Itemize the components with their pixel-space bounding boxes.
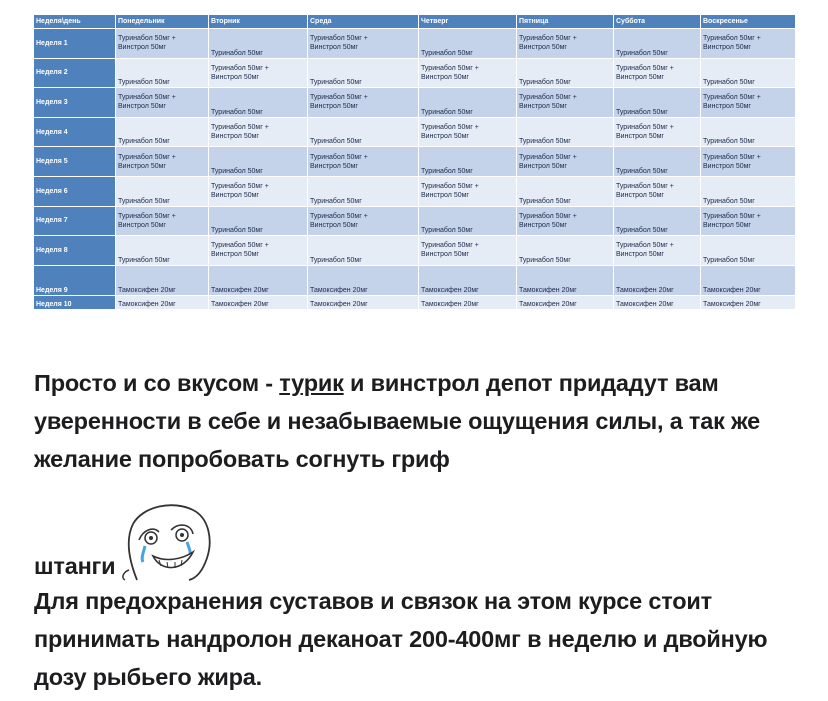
schedule-cell-line: Винстрол 50мг xyxy=(519,44,567,52)
schedule-row xyxy=(34,58,796,88)
schedule-cell xyxy=(209,206,308,236)
schedule-body xyxy=(34,29,796,310)
schedule-cell-line: Тамоксифен 20мг xyxy=(616,300,674,308)
schedule-cell-line: Винстрол 50мг xyxy=(616,133,664,141)
schedule-cell xyxy=(517,265,614,295)
schedule-row xyxy=(34,206,796,236)
schedule-cell-line: Туринабол 50мг xyxy=(519,79,571,87)
schedule-cell-line: Туринабол 50мг + xyxy=(703,35,761,43)
schedule-cell xyxy=(419,88,517,118)
schedule-cell-line: Туринабол 50мг + xyxy=(616,183,674,191)
schedule-cell xyxy=(614,295,701,309)
schedule-cell-line: Туринабол 50мг xyxy=(421,167,473,175)
schedule-cell-line: Тамоксифен 20мг xyxy=(118,286,176,294)
schedule-cell-line: Тамоксифен 20мг xyxy=(211,300,269,308)
paragraph-joint-protection: Для предохранения суставов и связок на этом курсе стоит принимать нандролон деканоат 200-400мг в неделю и двойную дозу рыбьего жира. xyxy=(34,588,768,690)
schedule-cell-line: Тамоксифен 20мг xyxy=(703,300,761,308)
schedule-header-cell: Вторник xyxy=(209,15,308,29)
schedule-cell-line: Винстрол 50мг xyxy=(421,192,469,200)
schedule-cell xyxy=(614,117,701,147)
schedule-cell-line: Туринабол 50мг xyxy=(703,79,755,87)
schedule-cell xyxy=(308,236,419,266)
schedule-cell xyxy=(209,176,308,206)
schedule-cell-line: Туринабол 50мг xyxy=(616,49,668,57)
schedule-cell xyxy=(614,265,701,295)
schedule-week-label: Неделя 3 xyxy=(34,88,116,118)
schedule-cell-line: Туринабол 50мг xyxy=(310,256,362,264)
schedule-cell-line: Туринабол 50мг xyxy=(118,79,170,87)
schedule-cell-line: Туринабол 50мг + xyxy=(118,212,176,220)
schedule-cell-line: Туринабол 50мг + xyxy=(519,212,577,220)
schedule-cell-line: Туринабол 50мг xyxy=(703,197,755,205)
schedule-cell xyxy=(209,236,308,266)
schedule-cell xyxy=(517,58,614,88)
schedule-week-label: Неделя 7 xyxy=(34,206,116,236)
schedule-cell-line: Винстрол 50мг xyxy=(703,103,751,111)
schedule-cell xyxy=(116,265,209,295)
schedule-cell xyxy=(209,88,308,118)
schedule-cell xyxy=(116,206,209,236)
schedule-cell-line: Тамоксифен 20мг xyxy=(421,286,479,294)
schedule-cell-line: Винстрол 50мг xyxy=(118,162,166,170)
schedule-cell-line: Тамоксифен 20мг xyxy=(310,286,368,294)
schedule-week-label: Неделя 1 xyxy=(34,29,116,59)
schedule-cell xyxy=(308,206,419,236)
schedule-cell-line: Туринабол 50мг + xyxy=(519,94,577,102)
schedule-header-cell: Пятница xyxy=(517,15,614,29)
schedule-cell-line: Туринабол 50мг + xyxy=(616,242,674,250)
schedule-cell xyxy=(419,265,517,295)
schedule-cell xyxy=(517,147,614,177)
schedule-cell-line: Винстрол 50мг xyxy=(310,103,358,111)
schedule-cell xyxy=(701,58,796,88)
schedule-cell xyxy=(701,206,796,236)
schedule-cell-line: Туринабол 50мг + xyxy=(211,64,269,72)
schedule-cell-line: Туринабол 50мг + xyxy=(519,153,577,161)
schedule-cell-line: Винстрол 50мг xyxy=(703,44,751,52)
schedule-cell xyxy=(116,58,209,88)
schedule-cell xyxy=(209,117,308,147)
schedule-cell xyxy=(116,117,209,147)
schedule-cell-line: Винстрол 50мг xyxy=(118,221,166,229)
schedule-cell xyxy=(614,147,701,177)
schedule-cell-line: Тамоксифен 20мг xyxy=(703,286,761,294)
schedule-cell-line: Туринабол 50мг + xyxy=(211,124,269,132)
schedule-cell xyxy=(308,117,419,147)
schedule-cell xyxy=(614,236,701,266)
schedule-cell xyxy=(614,58,701,88)
schedule-cell xyxy=(308,88,419,118)
schedule-cell-line: Винстрол 50мг xyxy=(616,73,664,81)
schedule-cell-line: Туринабол 50мг xyxy=(421,227,473,235)
schedule-cell xyxy=(701,295,796,309)
schedule-header-cell: Воскресенье xyxy=(701,15,796,29)
schedule-cell xyxy=(308,295,419,309)
schedule-cell xyxy=(701,29,796,59)
schedule-cell-line: Туринабол 50мг xyxy=(703,256,755,264)
schedule-cell xyxy=(614,206,701,236)
schedule-cell-line: Винстрол 50мг xyxy=(211,133,259,141)
schedule-cell-line: Туринабол 50мг xyxy=(703,138,755,146)
schedule-cell-line: Винстрол 50мг xyxy=(310,44,358,52)
schedule-cell xyxy=(419,295,517,309)
schedule-cell-line: Туринабол 50мг xyxy=(211,49,263,57)
schedule-cell-line: Винстрол 50мг xyxy=(211,251,259,259)
schedule-image xyxy=(33,14,795,317)
schedule-cell-line: Туринабол 50мг + xyxy=(703,153,761,161)
schedule-cell-line: Туринабол 50мг xyxy=(519,197,571,205)
schedule-cell xyxy=(701,236,796,266)
schedule-cell-line: Винстрол 50мг xyxy=(211,192,259,200)
schedule-cell-line: Туринабол 50мг + xyxy=(421,64,479,72)
schedule-cell xyxy=(701,176,796,206)
schedule-cell-line: Туринабол 50мг + xyxy=(703,94,761,102)
schedule-cell-line: Винстрол 50мг xyxy=(421,73,469,81)
schedule-cell-line: Винстрол 50мг xyxy=(118,103,166,111)
schedule-cell xyxy=(419,58,517,88)
paragraph-course-description xyxy=(34,364,804,585)
schedule-cell-line: Туринабол 50мг + xyxy=(421,242,479,250)
schedule-cell xyxy=(116,236,209,266)
happy-crying-meme-face-icon xyxy=(119,500,215,593)
schedule-cell xyxy=(308,58,419,88)
schedule-cell-line: Туринабол 50мг xyxy=(118,138,170,146)
schedule-cell-line: Туринабол 50мг + xyxy=(519,35,577,43)
schedule-cell-line: Туринабол 50мг xyxy=(118,197,170,205)
schedule-cell xyxy=(701,88,796,118)
schedule-week-label: Неделя 9 xyxy=(34,265,116,295)
schedule-cell-line: Туринабол 50мг xyxy=(519,138,571,146)
schedule-row xyxy=(34,147,796,177)
schedule-cell-line: Винстрол 50мг xyxy=(211,73,259,81)
schedule-header-cell: Суббота xyxy=(614,15,701,29)
schedule-week-label: Неделя 5 xyxy=(34,147,116,177)
schedule-cell xyxy=(419,117,517,147)
schedule-cell-line: Туринабол 50мг xyxy=(211,227,263,235)
schedule-cell-line: Туринабол 50мг + xyxy=(310,153,368,161)
schedule-row xyxy=(34,295,796,309)
schedule-cell xyxy=(517,176,614,206)
schedule-row xyxy=(34,117,796,147)
schedule-cell-line: Тамоксифен 20мг xyxy=(519,286,577,294)
schedule-cell-line: Винстрол 50мг xyxy=(310,162,358,170)
schedule-cell xyxy=(419,29,517,59)
schedule-cell-line: Туринабол 50мг xyxy=(211,108,263,116)
schedule-cell xyxy=(116,295,209,309)
schedule-cell xyxy=(308,176,419,206)
schedule-cell-line: Туринабол 50мг + xyxy=(118,94,176,102)
schedule-cell-line: Винстрол 50мг xyxy=(616,192,664,200)
schedule-cell xyxy=(116,29,209,59)
schedule-cell xyxy=(517,117,614,147)
schedule-cell-line: Туринабол 50мг + xyxy=(421,124,479,132)
schedule-cell-line: Туринабол 50мг + xyxy=(211,242,269,250)
schedule-cell-line: Туринабол 50мг xyxy=(118,256,170,264)
schedule-row xyxy=(34,265,796,295)
schedule-cell-line: Винстрол 50мг xyxy=(616,251,664,259)
schedule-cell xyxy=(701,117,796,147)
schedule-cell-line: Туринабол 50мг xyxy=(310,197,362,205)
schedule-cell-line: Туринабол 50мг xyxy=(310,79,362,87)
schedule-cell-line: Туринабол 50мг xyxy=(616,108,668,116)
schedule-cell-line: Туринабол 50мг xyxy=(616,227,668,235)
schedule-row xyxy=(34,88,796,118)
schedule-cell-line: Тамоксифен 20мг xyxy=(211,286,269,294)
schedule-cell xyxy=(701,265,796,295)
schedule-cell xyxy=(419,176,517,206)
schedule-cell-line: Туринабол 50мг xyxy=(519,256,571,264)
schedule-cell-line: Туринабол 50мг xyxy=(421,108,473,116)
schedule-cell xyxy=(614,29,701,59)
schedule-cell xyxy=(614,88,701,118)
schedule-cell xyxy=(308,147,419,177)
schedule-cell xyxy=(419,147,517,177)
schedule-week-label: Неделя 10 xyxy=(34,295,116,309)
schedule-cell-line: Винстрол 50мг xyxy=(519,221,567,229)
schedule-table xyxy=(33,14,796,310)
schedule-cell-line: Винстрол 50мг xyxy=(703,221,751,229)
schedule-cell-line: Винстрол 50мг xyxy=(310,221,358,229)
schedule-cell xyxy=(209,58,308,88)
schedule-cell xyxy=(209,147,308,177)
schedule-week-label: Неделя 8 xyxy=(34,236,116,266)
schedule-cell-line: Винстрол 50мг xyxy=(703,162,751,170)
schedule-cell-line: Туринабол 50мг xyxy=(421,49,473,57)
schedule-cell xyxy=(701,147,796,177)
paragraph1-text-start: Просто и со вкусом - xyxy=(34,370,280,396)
schedule-cell-line: Туринабол 50мг + xyxy=(703,212,761,220)
paragraph1-text-rest: и винстрол депот придадут вам уверенности в себе и незабываемые ощущения силы, а так же желание попробовать согнуть гриф xyxy=(34,370,760,472)
schedule-week-label: Неделя 6 xyxy=(34,176,116,206)
schedule-cell xyxy=(209,295,308,309)
schedule-cell xyxy=(116,147,209,177)
schedule-cell-line: Винстрол 50мг xyxy=(421,251,469,259)
schedule-week-label: Неделя 4 xyxy=(34,117,116,147)
schedule-cell xyxy=(614,176,701,206)
schedule-cell-line: Туринабол 50мг xyxy=(211,167,263,175)
schedule-cell xyxy=(209,265,308,295)
schedule-header-cell: Среда xyxy=(308,15,419,29)
schedule-cell xyxy=(517,236,614,266)
schedule-row xyxy=(34,176,796,206)
schedule-cell-line: Туринабол 50мг + xyxy=(310,35,368,43)
schedule-cell-line: Туринабол 50мг + xyxy=(211,183,269,191)
schedule-cell-line: Тамоксифен 20мг xyxy=(519,300,577,308)
schedule-header-row xyxy=(34,15,796,29)
schedule-row xyxy=(34,236,796,266)
schedule-cell-line: Тамоксифен 20мг xyxy=(616,286,674,294)
schedule-cell xyxy=(517,206,614,236)
schedule-cell-line: Туринабол 50мг + xyxy=(310,94,368,102)
schedule-cell xyxy=(209,29,308,59)
schedule-cell-line: Туринабол 50мг + xyxy=(616,64,674,72)
schedule-cell xyxy=(308,265,419,295)
schedule-header-cell: Понедельник xyxy=(116,15,209,29)
schedule-cell-line: Туринабол 50мг + xyxy=(421,183,479,191)
paragraph1-last-word: штанги xyxy=(34,553,116,579)
schedule-cell-line: Тамоксифен 20мг xyxy=(421,300,479,308)
schedule-cell xyxy=(517,295,614,309)
schedule-cell-line: Тамоксифен 20мг xyxy=(118,300,176,308)
turinabol-link[interactable]: турик xyxy=(279,370,344,396)
schedule-cell xyxy=(517,29,614,59)
schedule-cell-line: Тамоксифен 20мг xyxy=(310,300,368,308)
schedule-cell xyxy=(419,236,517,266)
schedule-cell xyxy=(116,176,209,206)
schedule-cell xyxy=(419,206,517,236)
schedule-cell-line: Винстрол 50мг xyxy=(519,103,567,111)
schedule-cell xyxy=(308,29,419,59)
schedule-cell-line: Винстрол 50мг xyxy=(519,162,567,170)
schedule-cell-line: Туринабол 50мг + xyxy=(310,212,368,220)
schedule-row xyxy=(34,29,796,59)
schedule-week-label: Неделя 2 xyxy=(34,58,116,88)
schedule-cell-line: Туринабол 50мг xyxy=(310,138,362,146)
schedule-cell-line: Винстрол 50мг xyxy=(118,44,166,52)
schedule-cell-line: Туринабол 50мг + xyxy=(118,153,176,161)
schedule-cell-line: Винстрол 50мг xyxy=(421,133,469,141)
schedule-cell-line: Туринабол 50мг + xyxy=(118,35,176,43)
schedule-header-cell: Неделя\день xyxy=(34,15,116,29)
schedule-header-cell: Четверг xyxy=(419,15,517,29)
schedule-cell xyxy=(517,88,614,118)
schedule-cell-line: Туринабол 50мг xyxy=(616,167,668,175)
schedule-cell-line: Туринабол 50мг + xyxy=(616,124,674,132)
schedule-cell xyxy=(116,88,209,118)
